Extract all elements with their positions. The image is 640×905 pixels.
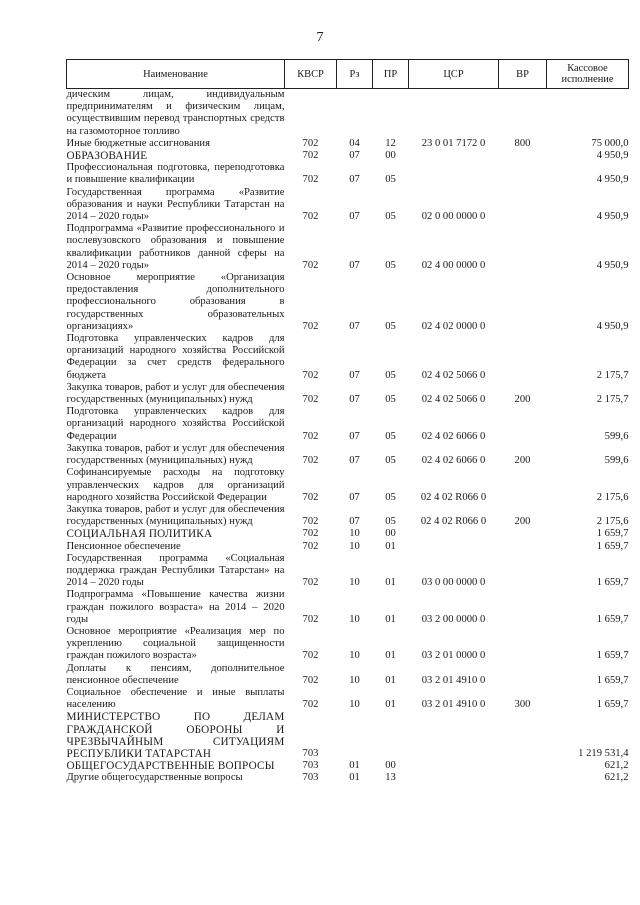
row-csr: 23 0 01 7172 0: [421, 137, 486, 149]
row-kvsr: 703: [302, 747, 319, 759]
table-row: [67, 541, 629, 553]
row-pr: [373, 711, 409, 760]
row-kvsr: 702: [302, 211, 319, 223]
table-row: [67, 187, 629, 224]
row-amount: 1 659,7: [596, 577, 629, 589]
row-csr: 02 4 02 6066 0: [421, 455, 486, 467]
row-amount: 2 175,6: [596, 516, 629, 528]
row-kvsr: 702: [302, 491, 319, 503]
row-kvsr: [285, 89, 337, 138]
row-rz: 07: [349, 430, 360, 442]
row-csr: [409, 711, 499, 760]
row-kvsr: 702: [302, 259, 319, 271]
table-header: [67, 60, 629, 89]
row-pr: 05: [385, 320, 396, 332]
row-vr: [499, 760, 547, 772]
row-rz: 07: [349, 259, 360, 271]
row-rz: 10: [349, 699, 360, 711]
row-vr: [499, 528, 547, 540]
row-csr: 03 2 01 4910 0: [421, 674, 486, 686]
row-rz: 07: [349, 455, 360, 467]
header-amount: Кассовое исполнение: [547, 60, 629, 89]
row-amount: 621,2: [604, 760, 629, 772]
row-pr: 05: [385, 430, 396, 442]
row-rz: 07: [349, 174, 360, 186]
row-kvsr: 702: [302, 699, 319, 711]
row-amount: 4 950,9: [596, 259, 629, 271]
row-vr: [499, 162, 547, 186]
row-pr: 05: [385, 211, 396, 223]
row-rz: 10: [349, 540, 360, 552]
header-name: Наименование: [67, 60, 285, 89]
row-csr: 03 2 01 4910 0: [421, 699, 486, 711]
row-csr: [409, 528, 499, 540]
row-pr: 05: [385, 174, 396, 186]
row-csr: 02 4 02 5066 0: [421, 394, 486, 406]
row-csr: 02 4 00 0000 0: [421, 259, 486, 271]
row-vr: [499, 187, 547, 224]
table-body: [67, 89, 629, 785]
row-csr: 02 4 02 0000 0: [421, 320, 486, 332]
row-rz: 07: [349, 394, 360, 406]
row-pr: 05: [385, 394, 396, 406]
row-rz: 10: [349, 674, 360, 686]
row-rz: 01: [349, 760, 360, 772]
row-name: Государственная программа «Социальная поддержка граждан Республики Татарстан» на 2014 – 2020 годы: [66, 552, 285, 589]
row-rz: [337, 711, 373, 760]
table-row: [67, 333, 629, 382]
row-csr: [409, 150, 499, 162]
row-rz: 04: [349, 137, 360, 149]
table-row: [67, 553, 629, 590]
row-kvsr: 702: [302, 577, 319, 589]
row-kvsr: 702: [302, 528, 319, 540]
header-pr: ПР: [373, 60, 409, 89]
table-row: [67, 687, 629, 711]
row-vr: [499, 467, 547, 504]
row-amount: 2 175,7: [596, 369, 629, 381]
row-vr: 200: [514, 455, 531, 467]
row-amount: 599,6: [604, 455, 629, 467]
row-name: Социальное обеспечение и иные выплаты населению: [66, 686, 285, 711]
row-pr: 00: [385, 150, 396, 162]
row-kvsr: 702: [302, 394, 319, 406]
row-kvsr: 702: [302, 150, 319, 162]
row-rz: 07: [349, 516, 360, 528]
row-kvsr: 702: [302, 516, 319, 528]
header-kvsr: КВСР: [285, 60, 337, 89]
table-row: [67, 626, 629, 663]
row-name: МИНИСТЕРСТВО ПО ДЕЛАМ ГРАЖДАНСКОЙ ОБОРОНЫ И ЧРЕЗВЫЧАЙНЫМ СИТУАЦИЯМ РЕСПУБЛИКИ ТАТАРСТАН: [66, 711, 285, 760]
row-vr: [499, 711, 547, 760]
row-rz: 10: [349, 613, 360, 625]
row-amount: 1 219 531,4: [578, 747, 629, 759]
row-csr: [409, 760, 499, 772]
table-row: [67, 663, 629, 687]
row-name: Подготовка управленческих кадров для организаций народного хозяйства Российской Федерации за счет средств федерального бюджета: [66, 333, 285, 381]
row-vr: 200: [514, 516, 531, 528]
row-pr: 12: [385, 137, 396, 149]
table-row: [67, 89, 629, 138]
header-vr: ВР: [499, 60, 547, 89]
row-rz: [337, 89, 373, 138]
table-row: [67, 223, 629, 272]
row-csr: 03 0 00 0000 0: [421, 577, 486, 589]
row-pr: 00: [385, 528, 396, 540]
row-kvsr: 702: [302, 540, 319, 552]
row-vr: 300: [514, 699, 531, 711]
row-name: Доплаты к пенсиям, дополнительное пенсионное обеспечение: [66, 662, 285, 686]
row-vr: [499, 150, 547, 162]
row-pr: 01: [385, 577, 396, 589]
row-kvsr: 702: [302, 650, 319, 662]
row-pr: 01: [385, 699, 396, 711]
row-pr: 01: [385, 540, 396, 552]
table-row: [67, 589, 629, 626]
row-amount: 1 659,7: [596, 674, 629, 686]
table-row: [67, 150, 629, 162]
row-name: Пенсионное обеспечение: [66, 540, 181, 552]
row-vr: [499, 772, 547, 784]
row-pr: 05: [385, 491, 396, 503]
row-kvsr: 702: [302, 369, 319, 381]
row-kvsr: 702: [302, 137, 319, 149]
header-csr: ЦСР: [409, 60, 499, 89]
row-kvsr: 702: [302, 455, 319, 467]
row-vr: 200: [514, 394, 531, 406]
row-pr: 01: [385, 674, 396, 686]
row-csr: [409, 772, 499, 784]
row-vr: 800: [514, 137, 531, 149]
row-rz: 10: [349, 577, 360, 589]
row-kvsr: 702: [302, 430, 319, 442]
row-amount: 1 659,7: [596, 540, 629, 552]
row-amount: 1 659,7: [596, 699, 629, 711]
row-kvsr: 702: [302, 174, 319, 186]
row-amount: 4 950,9: [596, 211, 629, 223]
row-rz: 07: [349, 369, 360, 381]
row-amount: [547, 89, 629, 138]
row-amount: 1 659,7: [596, 650, 629, 662]
row-amount: 1 659,7: [596, 528, 629, 540]
table-row: [67, 272, 629, 333]
row-csr: 02 0 00 0000 0: [421, 211, 486, 223]
row-rz: 07: [349, 320, 360, 332]
row-name: Основное мероприятие «Организация предоставления дополнительного профессионального образования в государственных образовательных организациях»: [66, 272, 285, 332]
row-vr: [499, 333, 547, 382]
table-row: [67, 504, 629, 528]
row-vr: [499, 663, 547, 687]
table-row: [67, 528, 629, 540]
row-name: Основное мероприятие «Реализация мер по укреплению социальной защищенности граждан пожилого возраста»: [66, 625, 285, 662]
row-csr: 02 4 02 R066 0: [420, 491, 487, 503]
table-row: [67, 772, 629, 784]
row-csr: 02 4 02 5066 0: [421, 369, 486, 381]
row-name: Софинансируемые расходы на подготовку управленческих кадров для организаций народного хозяйства Российской Федерации: [66, 467, 285, 503]
header-rz: Рз: [337, 60, 373, 89]
table-row: [67, 443, 629, 467]
table-row: [67, 138, 629, 150]
row-csr: 02 4 02 R066 0: [420, 516, 487, 528]
row-kvsr: 702: [302, 613, 319, 625]
row-pr: 01: [385, 613, 396, 625]
row-csr: 03 2 01 0000 0: [421, 650, 486, 662]
row-amount: 1 659,7: [596, 613, 629, 625]
row-pr: 05: [385, 259, 396, 271]
row-csr: 02 4 02 6066 0: [421, 430, 486, 442]
row-name: Профессиональная подготовка, переподготовка и повышение квалификации: [66, 162, 285, 186]
row-name: Подготовка управленческих кадров для организаций народного хозяйства Российской Федерации: [66, 406, 285, 442]
row-name: СОЦИАЛЬНАЯ ПОЛИТИКА: [66, 528, 213, 541]
row-vr: [499, 223, 547, 272]
row-pr: 05: [385, 369, 396, 381]
row-kvsr: 703: [302, 760, 319, 772]
row-amount: 75 000,0: [591, 137, 629, 149]
row-amount: 2 175,7: [596, 394, 629, 406]
row-pr: 13: [385, 772, 396, 784]
row-name: Государственная программа «Развитие образования и науки Республики Татарстан на 2014 – 2020 годы»: [66, 186, 285, 223]
row-rz: 07: [349, 150, 360, 162]
row-pr: 00: [385, 760, 396, 772]
row-name: Подпрограмма «Повышение качества жизни граждан пожилого возраста» на 2014 – 2020 годы: [66, 589, 285, 625]
table-row: [67, 382, 629, 406]
row-vr: [499, 589, 547, 626]
row-vr: [499, 272, 547, 333]
row-kvsr: 703: [302, 772, 319, 784]
row-name: Подпрограмма «Развитие профессионального и послевузовского образования и повышение квалификации работников данной сферы на 2014 – 2020 годы»: [66, 223, 285, 271]
row-pr: 01: [385, 650, 396, 662]
row-name: Иные бюджетные ассигнования: [66, 137, 210, 149]
row-csr: [409, 162, 499, 186]
row-amount: 4 950,9: [596, 320, 629, 332]
row-name: Закупка товаров, работ и услуг для обеспечения государственных (муниципальных) нужд: [66, 503, 285, 528]
row-rz: 10: [349, 528, 360, 540]
row-rz: 07: [349, 211, 360, 223]
page-number: 7: [316, 30, 324, 45]
row-pr: 05: [385, 516, 396, 528]
row-rz: 01: [349, 772, 360, 784]
row-vr: [499, 406, 547, 443]
table-row: [67, 711, 629, 760]
row-rz: 10: [349, 650, 360, 662]
row-csr: [409, 541, 499, 553]
row-name: Другие общегосударственные вопросы: [66, 772, 243, 784]
table-row: [67, 467, 629, 504]
row-amount: 4 950,9: [596, 174, 629, 186]
row-vr: [499, 89, 547, 138]
row-amount: 4 950,9: [596, 150, 629, 162]
row-csr: 03 2 00 0000 0: [421, 613, 486, 625]
row-kvsr: 702: [302, 674, 319, 686]
row-vr: [499, 626, 547, 663]
table-row: [67, 162, 629, 186]
row-name: ОБРАЗОВАНИЕ: [66, 150, 148, 163]
row-amount: 621,2: [604, 772, 629, 784]
row-name: Закупка товаров, работ и услуг для обеспечения государственных (муниципальных) нужд: [66, 442, 285, 467]
row-name: ОБЩЕГОСУДАРСТВЕННЫЕ ВОПРОСЫ: [66, 760, 275, 773]
row-name: Закупка товаров, работ и услуг для обеспечения государственных (муниципальных) нужд: [66, 381, 285, 406]
row-name: дическим лицам, индивидуальным предпринимателям и физическим лицам, осуществившим перевод транспортных средств на газомоторное топливо: [66, 89, 285, 137]
row-vr: [499, 553, 547, 590]
table-row: [67, 760, 629, 772]
row-csr: [409, 89, 499, 138]
row-vr: [499, 541, 547, 553]
row-amount: 2 175,6: [596, 491, 629, 503]
row-rz: 07: [349, 491, 360, 503]
row-kvsr: 702: [302, 320, 319, 332]
row-pr: [373, 89, 409, 138]
table-row: [67, 406, 629, 443]
row-amount: 599,6: [604, 430, 629, 442]
row-pr: 05: [385, 455, 396, 467]
budget-execution-table: [66, 59, 629, 785]
